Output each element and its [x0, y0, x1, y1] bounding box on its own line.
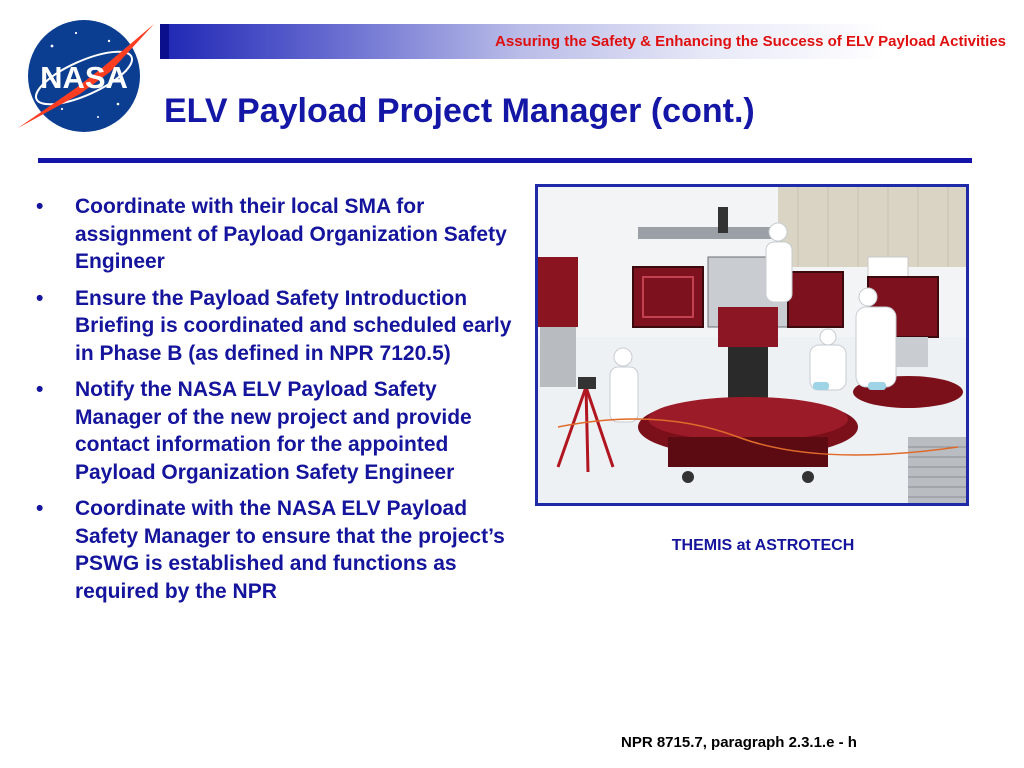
nasa-logo [14, 16, 156, 136]
footer-reference: NPR 8715.7, paragraph 2.3.1.e - h [621, 734, 857, 751]
nasa-logo-text: NASA [40, 60, 128, 95]
cleanroom-photo-illustration [538, 187, 966, 503]
bullet-item [30, 495, 520, 605]
header-banner [160, 24, 1016, 59]
photo-caption: THEMIS at ASTROTECH [671, 537, 855, 554]
banner-accent-bar [160, 24, 169, 59]
themis-photo [535, 184, 969, 506]
bullet-item [30, 193, 520, 276]
bullet-text: Ensure the Payload Safety Introduction Briefing is coordinated and scheduled early in Phase B (as defined in NPR 7120.5) [75, 286, 512, 365]
tagline: Assuring the Safety & Enhancing the Success of ELV Payload Activities [495, 33, 1006, 50]
slide-title: ELV Payload Project Manager (cont.) [164, 92, 755, 130]
bullet-item [30, 376, 520, 486]
bullet-marker: • [36, 195, 44, 218]
nasa-meatball-logo-icon [14, 16, 156, 136]
bullet-marker: • [36, 378, 44, 401]
bullet-text: Coordinate with their local SMA for assignment of Payload Organization Safety Engineer [75, 195, 507, 273]
bullet-marker: • [36, 497, 44, 520]
bullet-item [30, 285, 520, 368]
bullet-marker: • [36, 286, 44, 310]
bullet-text: Coordinate with the NASA ELV Payload Safety Manager to ensure that the project’s PSWG is established and functions as required by the NPR [75, 497, 505, 603]
bullet-list [30, 193, 520, 614]
bullet-text: Notify the NASA ELV Payload Safety Manager of the new project and provide contact information for the appointed Payload Organization Safety Engineer [75, 378, 472, 484]
title-divider [38, 158, 972, 163]
